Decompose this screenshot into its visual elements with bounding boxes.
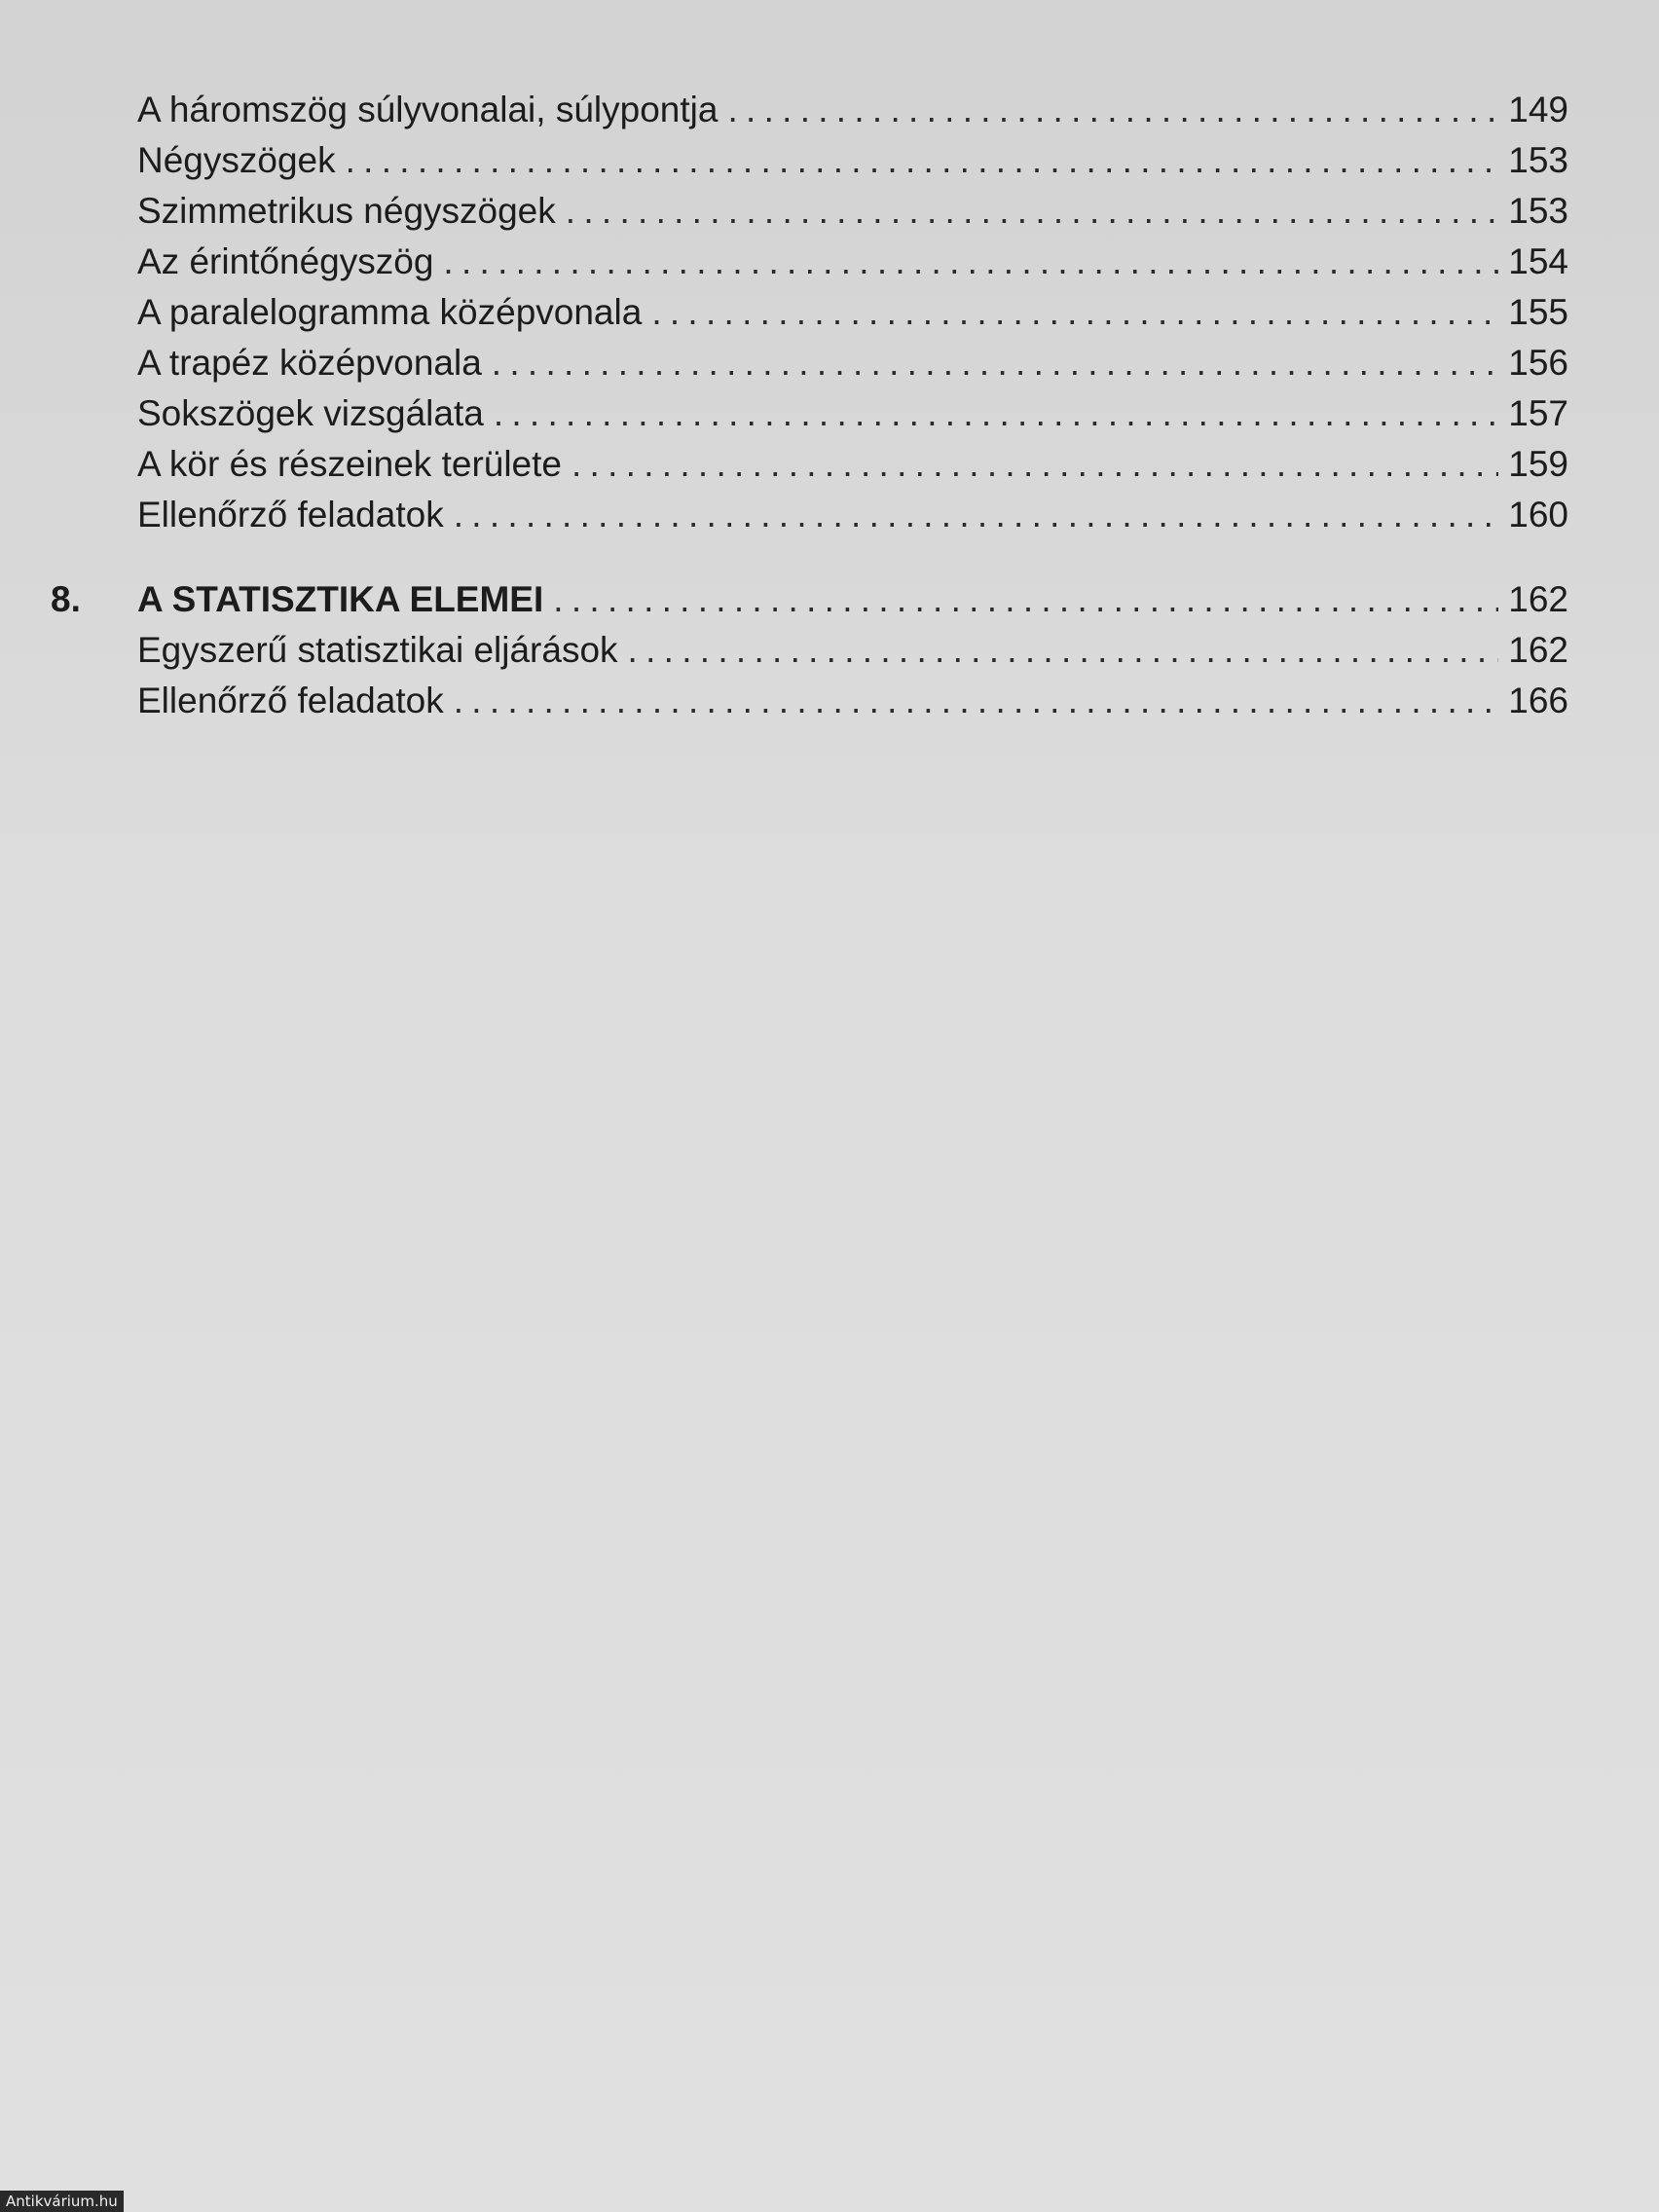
toc-entry-title: A háromszög súlyvonalai, súlypontja [137,90,719,129]
toc-entry-page: 157 [1508,393,1568,433]
chapter-page: 162 [1508,579,1568,619]
dot-leader [571,440,1498,489]
toc-entry-page: 159 [1508,444,1568,484]
dot-leader [727,86,1498,134]
dot-leader [566,187,1498,236]
toc-entry[interactable] [137,339,1568,387]
dot-leader [651,288,1498,337]
toc-entry-title: Az érintőnégyszög [137,241,434,281]
toc-entry-title: Négyszögek [137,140,336,180]
toc-entry-title: A kör és részeinek területe [137,444,562,484]
dot-leader [492,339,1498,387]
dot-leader [443,238,1498,286]
toc-entry[interactable] [137,86,1568,134]
dot-leader [346,136,1498,185]
watermark: Antikvárium.hu [0,2191,124,2212]
toc-entry-title: A trapéz középvonala [137,343,482,383]
toc-entry-page: 155 [1508,292,1568,332]
toc-entry-title: Sokszögek vizsgálata [137,393,484,433]
toc-entry-title: Egyszerű statisztikai eljárások [137,630,618,670]
dot-leader [494,389,1498,438]
toc-entry-page: 149 [1508,90,1568,129]
toc-entry-title: Ellenőrző feladatok [137,495,444,535]
toc-entry[interactable] [137,136,1568,185]
toc-entry[interactable] [137,626,1568,675]
toc-entry-page: 162 [1508,630,1568,670]
toc-entry-page: 153 [1508,140,1568,180]
dot-leader [553,575,1498,624]
show-through-text [720,1032,1597,2103]
toc-entry-page: 153 [1508,191,1568,231]
toc-entry[interactable] [137,288,1568,337]
toc-entry-title: Ellenőrző feladatok [137,681,444,720]
toc-entry-title: A paralelogramma középvonala [137,292,643,332]
chapter-heading[interactable] [137,575,1568,624]
toc-entry-page: 156 [1508,343,1568,383]
toc-entry-page: 160 [1508,495,1568,535]
toc-entry[interactable] [137,491,1568,539]
toc-entry[interactable] [137,440,1568,489]
toc-entry-page: 166 [1508,681,1568,720]
dot-leader [628,626,1498,675]
chapter-title: A STATISZTIKA ELEMEI [137,579,544,619]
toc-entry[interactable] [137,238,1568,286]
chapter-number: 8. [51,579,81,619]
toc-entry[interactable] [137,677,1568,725]
toc-entry-page: 154 [1508,241,1568,281]
toc-entry-title: Szimmetrikus négyszögek [137,191,556,231]
toc-entry[interactable] [137,187,1568,236]
dot-leader [454,491,1498,539]
toc-entry[interactable] [137,389,1568,438]
dot-leader [454,677,1498,725]
